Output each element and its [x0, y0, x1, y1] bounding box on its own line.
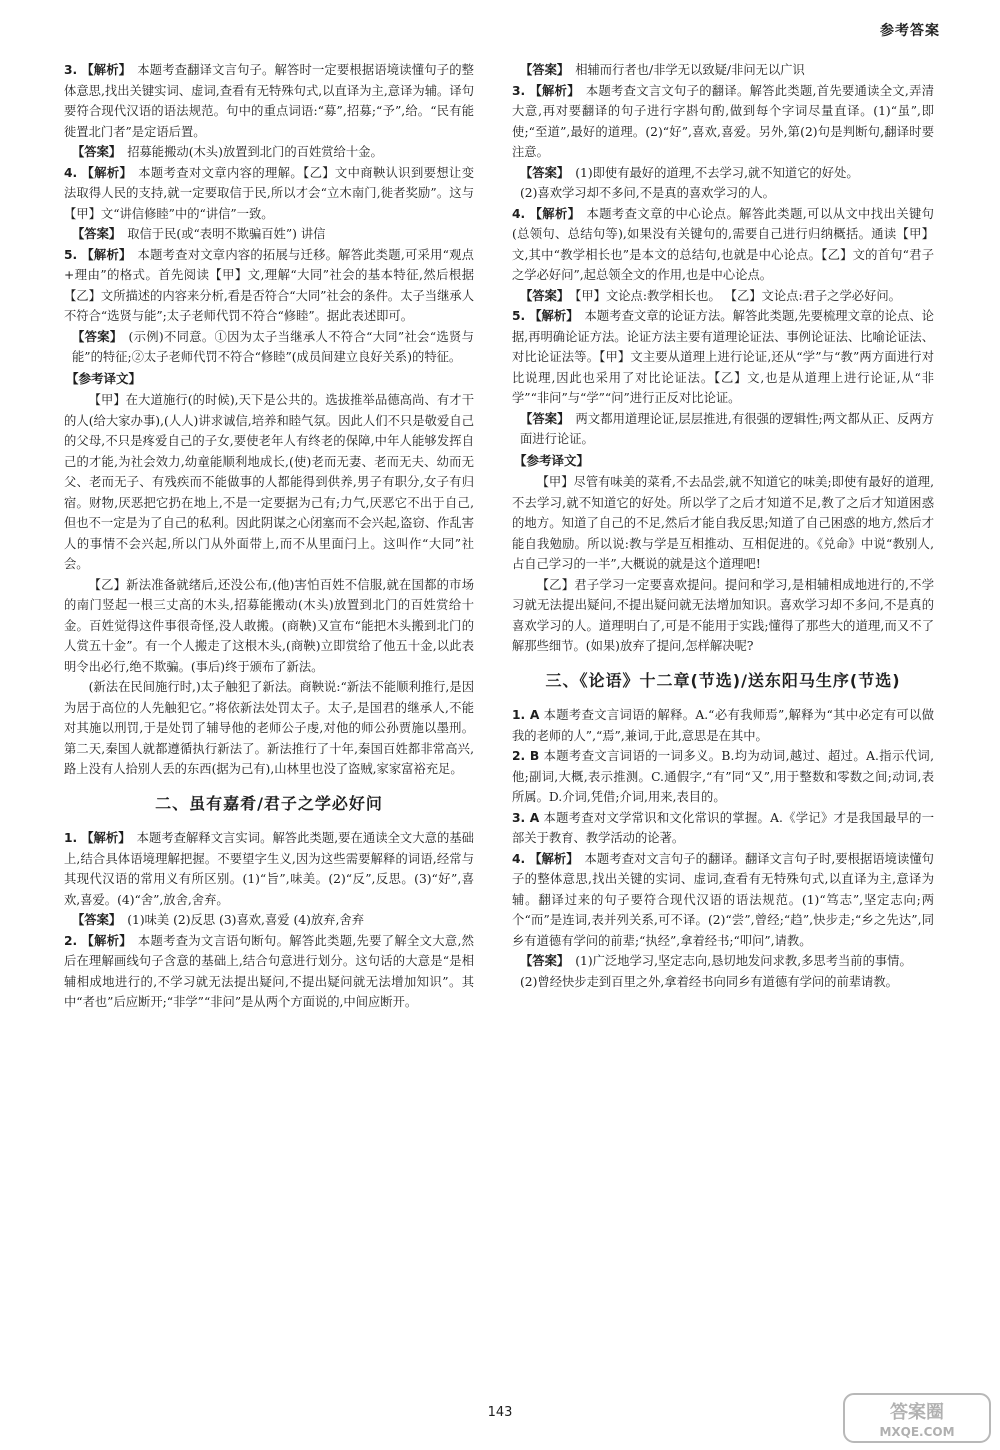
- answer-item: [512, 849, 934, 952]
- item-tag: 【答案】: [520, 165, 570, 180]
- item-tag: 【答案】: [72, 145, 122, 159]
- item-tag: 【答案】: [520, 288, 570, 303]
- item-text: (1)即使有最好的道理,不去学习,就不知道它的好处。: [575, 165, 859, 180]
- item-tag: 【答案】: [520, 63, 570, 77]
- answer-item: [512, 163, 934, 184]
- item-text: 本题考查文章的中心论点。解答此类题,可以从文中找出关键句(总领句、总结句等),如果没有关键句的,需要自己进行归纳概括。通读【甲】文,其中“教学相长也”是本文的总结句,也就是中心论点。【乙】文的首句“君子之学必好问”,起总领全文的作用,也是中心论点。: [512, 206, 934, 282]
- item-text: 相辅而行者也/非学无以致疑/非问无以广识: [575, 63, 805, 77]
- item-text: 本题考查对文章内容的拓展与迁移。解答此类题,可采用“观点+理由”的格式。首先阅读【甲】文,理解“大同”社会的基本特征,然后根据【乙】文所描述的内容来分析,看是否符合“大同”社会的条件。太子当继承人不符合“选贤与能”;太子老师代罚不符合“修睦”。据此表述即可。: [64, 247, 474, 323]
- answer-item: [64, 163, 474, 225]
- item-text: (示例)不同意。①因为太子当继承人不符合“大同”社会“选贤与能”的特征;②太子老师代罚不符合“修睦”(成员间建立良好关系)的特征。: [72, 329, 474, 364]
- answer-item: [512, 951, 934, 972]
- translation-paragraph: 【甲】在大道施行(的时候),天下是公共的。选拔推举品德高尚、有才干的人(给大家办事),(人人)讲求诚信,培养和睦气氛。因此人们不只是敬爱自己的父母,不只是疼爱自己的子女,要使老年人有终老的保障,中年人能够发挥自己的才能,为社会效力,幼童能顺利地成长,(使)老而无妻、老而无夫、幼而无父、老而无子、有残疾而不能做事的人都能得到供养,男子有职分,女子有归宿。财物,厌恶把它扔在地上,不是一定要据为己有;力气,厌恶它不出于自己,但也不一定是为了自己的私利。因此阴谋之心闭塞而不会兴起,盗窃、作乱害人的事情不会兴起,所以门从外面带上,而不从里面闩上。这叫作“大同”社会。: [64, 393, 474, 571]
- question-number: 5.: [64, 247, 78, 262]
- page-header-title: 参考答案: [880, 23, 940, 39]
- watermark-bottom-text: MXQE.COM: [879, 1425, 955, 1439]
- section-3-title: 三、《论语》十二章(节选)/送东阳马生序(节选): [545, 670, 901, 690]
- question-number: 4.: [512, 851, 526, 866]
- item-tag: 【解析】: [81, 933, 132, 948]
- answer-item: [512, 204, 934, 286]
- question-number: 2.: [64, 933, 78, 948]
- right-column: [512, 60, 934, 992]
- answer-item: [64, 142, 474, 163]
- question-number: 3.: [512, 83, 526, 98]
- item-text: 本题考查为文言语句断句。解答此类题,先要了解全文大意,然后在理解画线句子含意的基础上,结合句意进行划分。这句话的大意是“是相辅相成地进行的,不学习就无法提出疑问,不提出疑问就无法增加知识”。其中“者也”后应断开;“非学”“非问”是从两个方面说的,中间应断开。: [64, 933, 474, 1009]
- answer-item: [512, 183, 934, 204]
- item-text: 本题考查文言词语的一词多义。B.均为动词,越过、超过。A.指示代词,他;副词,大概,表示推测。C.通假字,“有”同“又”,用于整数和零数之间;动词,表所属。D.介词,凭借;介词,用来,表目的。: [512, 749, 934, 804]
- item-tag: 【解析】: [529, 851, 579, 866]
- item-text: 本题考查翻译文言句子。解答时一定要根据语境读懂句子的整体意思,找出关键实词、虚词,查看有无特殊句式,以直译为主,意译为辅。译句要符合现代汉语的语法规范。句中的重点词语:“募”,招募;“予”,给。“民有能徙置北门者”是定语后置。: [64, 63, 474, 139]
- answer-item: [512, 705, 934, 746]
- item-text: 取信于民(或“表明不欺骗百姓”) 讲信: [127, 227, 326, 241]
- answer-item: [64, 60, 474, 142]
- watermark-top-text: 答案圈: [890, 1402, 944, 1423]
- question-number: 3. A: [512, 810, 540, 825]
- translation-paragraph: 【甲】尽管有味美的菜肴,不去品尝,就不知道它的味美;即使有最好的道理,不去学习,就不知道它的好处。所以学了之后才知道不足,教了之后才知道困惑的地方。知道了自己的不足,然后才能自我反思;知道了自己困惑的地方,然后才能自我勉励。所以说:教与学是互相推动、互相促进的。《兑命》中说“教别人,占自己学习的一半”,大概说的就是这个道理吧!: [512, 475, 934, 571]
- left-column: [64, 60, 474, 1013]
- item-tag: 【答案】: [72, 913, 122, 927]
- item-text: 本题考查对文章内容的理解。【乙】文中商鞅认识到要想让变法取得人民的支持,就一定要取信于民,所以才会“立木南门,徙者奖励”。这与【甲】文“讲信修睦”中的“讲信”一致。: [64, 165, 474, 221]
- item-tag: 【答案】: [520, 954, 570, 968]
- item-tag: 【解析】: [81, 63, 132, 77]
- reference-translation-label: 【参考译文】: [66, 370, 142, 386]
- item-tag: 【解析】: [81, 831, 131, 845]
- answer-item: [64, 931, 474, 1013]
- question-number: 4.: [64, 165, 78, 180]
- reference-translation-label: 【参考译文】: [514, 452, 590, 468]
- answer-item: [64, 828, 474, 910]
- item-text: (1)广泛地学习,坚定志向,恳切地发问求教,多思考当前的事情。: [575, 954, 912, 968]
- item-text: 招募能搬动(木头)放置到北门的百姓赏给十金。: [127, 145, 383, 159]
- question-number: 2. B: [512, 749, 540, 763]
- item-text: 【甲】文论点:教学相长也。 【乙】文论点:君子之学必好问。: [575, 288, 901, 303]
- translation-paragraph: 【乙】新法准备就绪后,还没公布,(他)害怕百姓不信服,就在国都的市场的南门竖起一根三丈高的木头,招募能搬动(木头)放置到北门的百姓赏给十金。百姓觉得这件事很奇怪,没人敢搬。(商鞅)又宣布“能把木头搬到北门的人赏五十金”。有一个人搬走了这根木头,(商鞅)立即赏给了他五十金,以此表明令出必行,绝不欺骗。(事后)终于颁布了新法。: [64, 577, 474, 674]
- question-number: 1.: [64, 831, 78, 845]
- item-tag: 【解析】: [529, 309, 579, 323]
- translation-paragraph: 【乙】君子学习一定要喜欢提问。提问和学习,是相辅相成地进行的,不学习就无法提出疑问,不提出疑问就无法增加知识。喜欢学习却不多问,不是真的喜欢学习的人。道理明白了,可是不能用于实践;懂得了那些大的道理,而又不了解那些细节。(如果)放弃了提问,怎样解决呢?: [512, 577, 934, 653]
- item-tag: 【解析】: [81, 247, 132, 262]
- item-tag: 【解析】: [529, 83, 580, 98]
- item-tag: 【解析】: [529, 206, 581, 221]
- item-tag: 【答案】: [520, 411, 570, 426]
- item-text: 本题考查对文学常识和文化常识的掌握。A.《学记》才是我国最早的一部关于教育、教学活动的论著。: [512, 810, 934, 845]
- translation-paragraph: (新法在民间施行时,)太子触犯了新法。商鞅说:“新法不能顺利推行,是因为居于高位的人先触犯它。”将依新法处罚太子。太子,是国君的继承人,不能对其施以刑罚,于是处罚了辅导他的老师公子虔,对他的师公孙贾施以墨刑。第二天,秦国人就都遵循执行新法了。新法推行了十年,秦国百姓都非常高兴,路上没有人拾别人丢的东西(据为己有),山林里也没了盗贼,家家富裕充足。: [64, 680, 474, 776]
- page-number: 143: [487, 1405, 513, 1420]
- item-text: 两文都用道理论证,层层推进,有很强的逻辑性;两文都从正、反两方面进行论证。: [520, 411, 934, 446]
- answer-item: [512, 972, 934, 993]
- question-number: 5.: [512, 309, 526, 323]
- answer-item: [64, 224, 474, 245]
- answer-item: [512, 808, 934, 849]
- answer-item: [64, 327, 474, 368]
- answer-item: [512, 746, 934, 808]
- answer-item: [512, 409, 934, 450]
- item-text: (2)曾经快步走到百里之外,拿着经书向同乡有道德有学问的前辈请教。: [520, 974, 898, 989]
- item-tag: 【解析】: [81, 165, 133, 180]
- item-text: 本题考查文章的论证方法。解答此类题,先要梳理文章的论点、论据,再明确论证方法。论证方法主要有道理论证法、事例论证法、比喻论证法、对比论证法等。【甲】文主要从道理上进行论证,还从“学”与“教”两方面进行对比说理,因此也采用了对比论证法。【乙】文,也是从道理上进行论证,从“非学”“非问”与“学”“问”进行正反对比论证。: [512, 309, 935, 405]
- item-text: 本题考查文言文句子的翻译。解答此类题,首先要通读全文,弄清大意,再对要翻译的句子进行字斟句酌,做到每个字词尽量直译。(1)“虽”,即使;“至道”,最好的道理。(2)“好”,喜欢,喜爱。另外,第(2)句是判断句,翻译时要注意。: [512, 83, 934, 159]
- answer-item: [512, 81, 934, 163]
- answer-item: [512, 286, 934, 307]
- question-number: 3.: [64, 63, 78, 77]
- item-text: 本题考查对文言句子的翻译。翻译文言句子时,要根据语境读懂句子的整体意思,找出关键的实词、虚词,查看有无特殊句式,以直译为主,意译为辅。翻译过来的句子要符合现代汉语的语法规范。(1)“笃志”,坚定志向;两个“而”是连词,表并列关系,可不译。(2)“尝”,曾经;“趋”,快步走;“乡之先达”,同乡有道德有学问的前辈;“执经”,拿着经书;“叩问”,请教。: [512, 851, 934, 948]
- item-text: 本题考查解释文言实词。解答此类题,要在通读全文大意的基础上,结合具体语境理解把握。不要望字生义,因为这些需要解释的词语,经常与其现代汉语的常用义有所区别。(1)“旨”,味美。(2)“反”,反思。(3)“好”,喜欢,喜爱。(4)“舍”,放舍,舍弃。: [64, 831, 474, 907]
- item-text: 本题考查文言词语的解释。A.“必有我师焉”,解释为“其中必定有可以做我的老师的人”,“焉”,兼词,于此,意思是在其中。: [512, 708, 934, 743]
- question-number: 1. A: [512, 708, 540, 722]
- watermark-logo: [842, 1392, 992, 1444]
- answer-item: [64, 245, 474, 327]
- item-text: (1)味美 (2)反思 (3)喜欢,喜爱 (4)放弃,舍弃: [127, 913, 364, 927]
- question-number: 4.: [512, 206, 526, 221]
- answer-item: [64, 910, 474, 931]
- answer-item: [512, 306, 934, 409]
- item-text: (2)喜欢学习却不多问,不是真的喜欢学习的人。: [520, 186, 775, 200]
- item-tag: 【答案】: [72, 227, 122, 241]
- answer-item: [512, 60, 934, 81]
- section-2-title: 二、虽有嘉肴/君子之学必好问: [155, 793, 383, 813]
- item-tag: 【答案】: [72, 329, 123, 344]
